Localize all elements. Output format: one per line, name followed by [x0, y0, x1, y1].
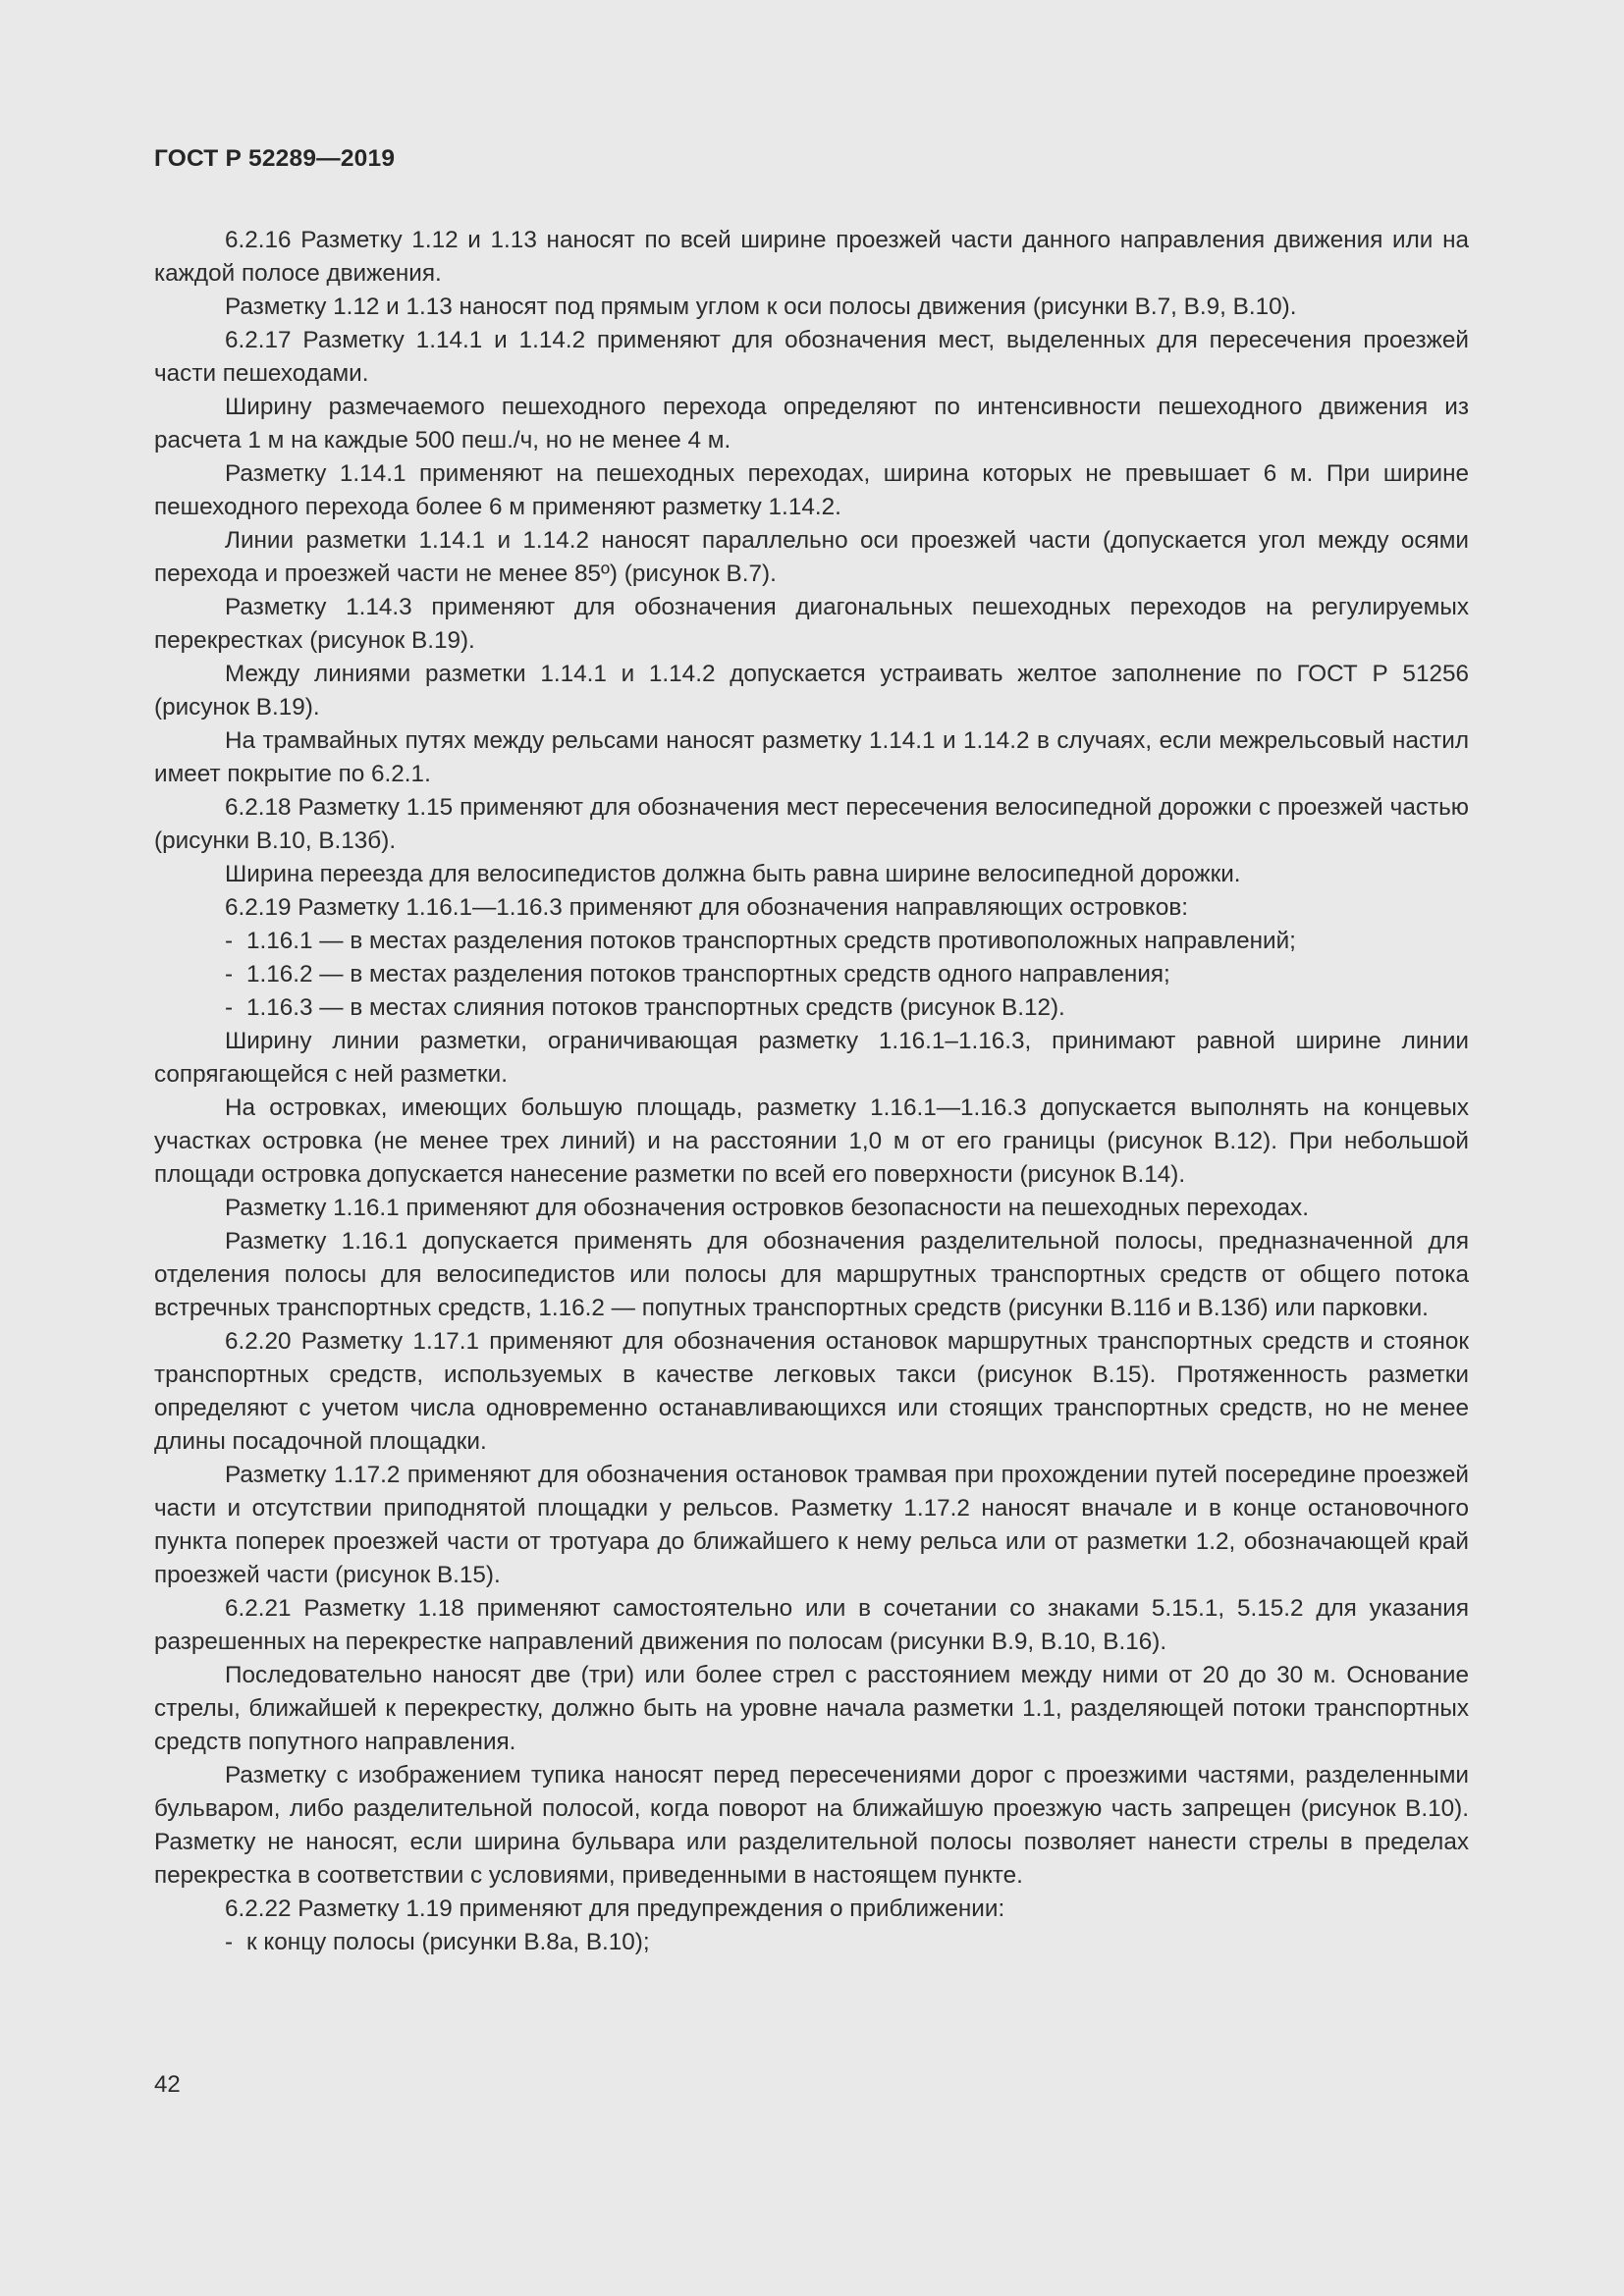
paragraph: 6.2.21 Разметку 1.18 применяют самостоятельно или в сочетании со знаками 5.15.1, 5.15.2 для указания разрешенных на перекрестке направлений движения по полосам (рисунки В.9, В.10, В.16). — [154, 1595, 1469, 1655]
paragraph: На островках, имеющих большую площадь, разметку 1.16.1—1.16.3 допускается выполнять на концевых участках островка (не менее трех линий) и на расстоянии 1,0 м от его границы (рисунок В.12). При небольшой площади островка допускается нанесение разметки по всей его поверхности (рисунок В.14). — [154, 1095, 1469, 1188]
list-dash: - — [225, 928, 234, 954]
paragraph: На трамвайных путях между рельсами наносят разметку 1.14.1 и 1.14.2 в случаях, если межрельсовый настил имеет покрытие по 6.2.1. — [154, 727, 1469, 787]
paragraph: Последовательно наносят две (три) или более стрел с расстоянием между ними от 20 до 30 м. Основание стрелы, ближайшей к перекрестку, должно быть на уровне начала разметки 1.1, разделяющей потоки транспортных средств попутного направления. — [154, 1662, 1469, 1755]
paragraph: Разметку 1.12 и 1.13 наносят под прямым углом к оси полосы движения (рисунки В.7, В.9, В.10). — [225, 294, 1297, 320]
paragraph: Разметку 1.14.1 применяют на пешеходных переходах, ширина которых не превышает 6 м. При ширине пешеходного перехода более 6 м применяют разметку 1.14.2. — [154, 460, 1469, 520]
paragraph: 6.2.20 Разметку 1.17.1 применяют для обозначения остановок маршрутных транспортных средств и стоянок транспортных средств, используемых в качестве легковых такси (рисунок В.15). Протяженность разметки определяют с учетом числа одновременно останавливающихся или стоящих транспортных средств, но не менее длины посадочной площадки. — [154, 1328, 1469, 1455]
paragraph: 6.2.19 Разметку 1.16.1—1.16.3 применяют для обозначения направляющих островков: — [225, 894, 1188, 921]
list-item-text: 1.16.1 — в местах разделения потоков транспортных средств противоположных направлений; — [246, 928, 1296, 954]
paragraph: Линии разметки 1.14.1 и 1.14.2 наносят параллельно оси проезжей части (допускается угол между осями перехода и проезжей части не менее 85º) (рисунок В.7). — [154, 527, 1469, 587]
paragraph: Разметку 1.17.2 применяют для обозначения остановок трамвая при прохождении путей посередине проезжей части и отсутствии приподнятой площадки у рельсов. Разметку 1.17.2 наносят вначале и в конце остановочного пункта поперек проезжей части от тротуара до ближайшего к нему рельса или от разметки 1.2, обозначающей край проезжей части (рисунок В.15). — [154, 1462, 1469, 1588]
paragraph: 6.2.16 Разметку 1.12 и 1.13 наносят по всей ширине проезжей части данного направления движения или на каждой полосе движения. — [154, 227, 1469, 287]
paragraph: Ширину размечаемого пешеходного перехода определяют по интенсивности пешеходного движения из расчета 1 м на каждые 500 пеш./ч, но не менее 4 м. — [154, 394, 1469, 454]
list-item-text: 1.16.2 — в местах разделения потоков транспортных средств одного направления; — [246, 961, 1170, 988]
list-dash: - — [225, 961, 234, 988]
document-header: ГОСТ Р 52289—2019 — [154, 145, 396, 172]
paragraph: Разметку 1.14.3 применяют для обозначения диагональных пешеходных переходов на регулируемых перекрестках (рисунок В.19). — [154, 594, 1469, 654]
list-item — [154, 925, 1469, 958]
list-item — [154, 958, 1469, 991]
paragraph: 6.2.18 Разметку 1.15 применяют для обозначения мест пересечения велосипедной дорожки с проезжей частью (рисунки В.10, В.13б). — [154, 794, 1469, 854]
paragraph: Ширина переезда для велосипедистов должна быть равна ширине велосипедной дорожки. — [225, 861, 1241, 887]
paragraph: 6.2.17 Разметку 1.14.1 и 1.14.2 применяют для обозначения мест, выделенных для пересечения проезжей части пешеходами. — [154, 327, 1469, 387]
page-number: 42 — [154, 2071, 181, 2098]
list-item — [154, 991, 1469, 1025]
paragraph: Разметку 1.16.1 допускается применять для обозначения разделительной полосы, предназначенной для отделения полосы для велосипедистов или полосы для маршрутных транспортных средств от общего потока встречных транспортных средств, 1.16.2 — попутных транспортных средств (рисунки В.11б и В.13б) или парковки. — [154, 1228, 1469, 1321]
paragraph: Ширину линии разметки, ограничивающая разметку 1.16.1–1.16.3, принимают равной ширине линии сопрягающейся с ней разметки. — [154, 1028, 1469, 1088]
document-body — [154, 224, 1469, 1959]
list-item-text: 1.16.3 — в местах слияния потоков транспортных средств (рисунок В.12). — [246, 994, 1065, 1021]
paragraph: 6.2.22 Разметку 1.19 применяют для предупреждения о приближении: — [225, 1896, 1005, 1922]
list-dash: - — [225, 1929, 234, 1955]
list-item-text: к концу полосы (рисунки В.8а, В.10); — [246, 1929, 650, 1955]
paragraph: Разметку с изображением тупика наносят перед пересечениями дорог с проезжими частями, разделенными бульваром, либо разделительной полосой, когда поворот на ближайшую проезжую часть запрещен (рисунок В.10). Разметку не наносят, если ширина бульвара или разделительной полосы позволяет нанести стрелы в пределах перекрестка в соответствии с условиями, приведенными в настоящем пункте. — [154, 1762, 1469, 1889]
paragraph: Между линиями разметки 1.14.1 и 1.14.2 допускается устраивать желтое заполнение по ГОСТ Р 51256 (рисунок В.19). — [154, 661, 1469, 721]
paragraph: Разметку 1.16.1 применяют для обозначения островков безопасности на пешеходных переходах. — [225, 1195, 1309, 1221]
list-item — [154, 1926, 1469, 1959]
list-dash: - — [225, 994, 234, 1021]
